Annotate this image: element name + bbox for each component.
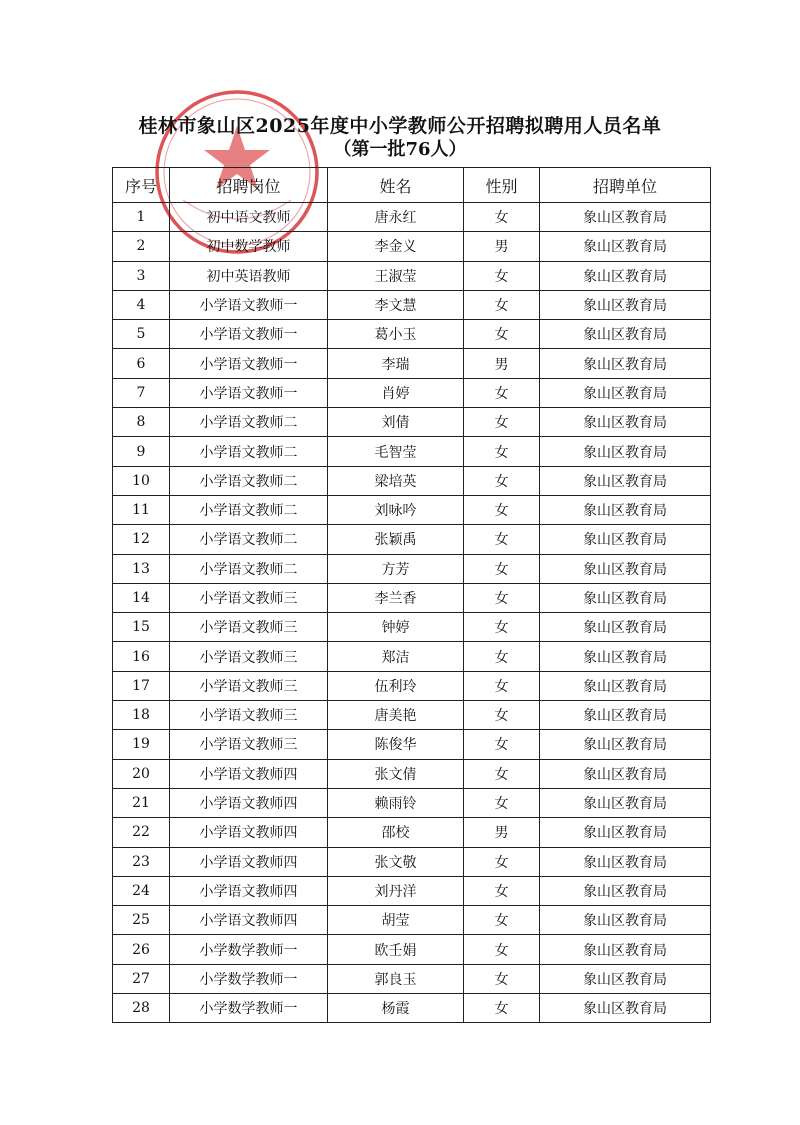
table-row [113, 701, 711, 730]
cell-position: 初中数学教师 [170, 232, 328, 261]
table-row [113, 232, 711, 261]
cell-gender: 女 [464, 408, 540, 437]
cell-serial-number: 5 [113, 320, 170, 349]
cell-position: 小学语文教师三 [170, 613, 328, 642]
header-employer: 招聘单位 [540, 168, 711, 203]
cell-position: 小学语文教师二 [170, 495, 328, 524]
cell-employer: 象山区教育局 [540, 730, 711, 759]
cell-employer: 象山区教育局 [540, 320, 711, 349]
cell-position: 小学数学教师一 [170, 994, 328, 1023]
cell-name: 毛智莹 [328, 437, 464, 466]
table-row [113, 261, 711, 290]
cell-gender: 男 [464, 349, 540, 378]
table-row [113, 994, 711, 1023]
cell-serial-number: 1 [113, 203, 170, 232]
table-row [113, 876, 711, 905]
cell-employer: 象山区教育局 [540, 671, 711, 700]
cell-gender: 女 [464, 290, 540, 319]
cell-employer: 象山区教育局 [540, 613, 711, 642]
cell-serial-number: 10 [113, 466, 170, 495]
cell-employer: 象山区教育局 [540, 701, 711, 730]
cell-name: 张文敬 [328, 847, 464, 876]
cell-employer: 象山区教育局 [540, 554, 711, 583]
cell-name: 李兰香 [328, 583, 464, 612]
table-row [113, 906, 711, 935]
cell-name: 邵校 [328, 818, 464, 847]
cell-serial-number: 27 [113, 964, 170, 993]
cell-employer: 象山区教育局 [540, 525, 711, 554]
cell-name: 刘倩 [328, 408, 464, 437]
table-header-row [113, 168, 711, 203]
cell-name: 唐永红 [328, 203, 464, 232]
cell-employer: 象山区教育局 [540, 261, 711, 290]
table-row [113, 642, 711, 671]
cell-position: 小学语文教师三 [170, 671, 328, 700]
cell-name: 欧壬娟 [328, 935, 464, 964]
table-row [113, 349, 711, 378]
cell-gender: 女 [464, 378, 540, 407]
cell-gender: 女 [464, 320, 540, 349]
table-row [113, 583, 711, 612]
cell-serial-number: 19 [113, 730, 170, 759]
cell-serial-number: 2 [113, 232, 170, 261]
cell-name: 葛小玉 [328, 320, 464, 349]
cell-gender: 女 [464, 876, 540, 905]
cell-position: 小学语文教师三 [170, 701, 328, 730]
cell-name: 郭良玉 [328, 964, 464, 993]
cell-serial-number: 15 [113, 613, 170, 642]
cell-employer: 象山区教育局 [540, 349, 711, 378]
table-row [113, 788, 711, 817]
cell-name: 钟婷 [328, 613, 464, 642]
cell-serial-number: 26 [113, 935, 170, 964]
cell-position: 小学语文教师一 [170, 290, 328, 319]
cell-employer: 象山区教育局 [540, 788, 711, 817]
cell-gender: 女 [464, 964, 540, 993]
cell-serial-number: 23 [113, 847, 170, 876]
cell-gender: 女 [464, 935, 540, 964]
cell-gender: 女 [464, 613, 540, 642]
cell-employer: 象山区教育局 [540, 437, 711, 466]
cell-employer: 象山区教育局 [540, 994, 711, 1023]
cell-serial-number: 3 [113, 261, 170, 290]
header-serial-number: 序号 [113, 168, 170, 203]
cell-name: 唐美艳 [328, 701, 464, 730]
cell-serial-number: 18 [113, 701, 170, 730]
cell-serial-number: 8 [113, 408, 170, 437]
cell-position: 小学语文教师二 [170, 408, 328, 437]
cell-name: 刘丹洋 [328, 876, 464, 905]
cell-gender: 女 [464, 466, 540, 495]
table-body [113, 203, 711, 1023]
table-row [113, 437, 711, 466]
cell-gender: 女 [464, 203, 540, 232]
cell-employer: 象山区教育局 [540, 203, 711, 232]
cell-serial-number: 21 [113, 788, 170, 817]
cell-gender: 女 [464, 906, 540, 935]
cell-name: 李瑞 [328, 349, 464, 378]
cell-position: 小学语文教师二 [170, 466, 328, 495]
table-row [113, 466, 711, 495]
cell-serial-number: 22 [113, 818, 170, 847]
table-row [113, 408, 711, 437]
header-name: 姓名 [328, 168, 464, 203]
cell-gender: 女 [464, 671, 540, 700]
table-row [113, 964, 711, 993]
table-row [113, 525, 711, 554]
cell-employer: 象山区教育局 [540, 466, 711, 495]
table-row [113, 730, 711, 759]
cell-employer: 象山区教育局 [540, 290, 711, 319]
cell-position: 小学语文教师四 [170, 759, 328, 788]
cell-gender: 女 [464, 701, 540, 730]
cell-gender: 男 [464, 818, 540, 847]
cell-serial-number: 4 [113, 290, 170, 319]
cell-position: 小学语文教师二 [170, 554, 328, 583]
cell-position: 小学语文教师三 [170, 730, 328, 759]
cell-name: 陈俊华 [328, 730, 464, 759]
cell-position: 小学数学教师一 [170, 964, 328, 993]
cell-gender: 女 [464, 847, 540, 876]
table-row [113, 671, 711, 700]
cell-position: 小学语文教师三 [170, 642, 328, 671]
table-row [113, 759, 711, 788]
cell-employer: 象山区教育局 [540, 232, 711, 261]
cell-position: 小学语文教师一 [170, 320, 328, 349]
cell-employer: 象山区教育局 [540, 847, 711, 876]
cell-gender: 女 [464, 437, 540, 466]
cell-serial-number: 20 [113, 759, 170, 788]
cell-serial-number: 12 [113, 525, 170, 554]
cell-serial-number: 16 [113, 642, 170, 671]
cell-serial-number: 17 [113, 671, 170, 700]
cell-employer: 象山区教育局 [540, 378, 711, 407]
cell-employer: 象山区教育局 [540, 964, 711, 993]
table-row [113, 935, 711, 964]
table-row [113, 203, 711, 232]
cell-gender: 女 [464, 642, 540, 671]
cell-employer: 象山区教育局 [540, 759, 711, 788]
cell-name: 王淑莹 [328, 261, 464, 290]
cell-serial-number: 24 [113, 876, 170, 905]
cell-employer: 象山区教育局 [540, 583, 711, 612]
cell-serial-number: 25 [113, 906, 170, 935]
cell-name: 肖婷 [328, 378, 464, 407]
table-row [113, 554, 711, 583]
cell-serial-number: 7 [113, 378, 170, 407]
cell-position: 小学数学教师一 [170, 935, 328, 964]
cell-position: 小学语文教师四 [170, 788, 328, 817]
document-title: 桂林市象山区2025年度中小学教师公开招聘拟聘用人员名单 [138, 115, 662, 137]
cell-name: 李文慧 [328, 290, 464, 319]
table-row [113, 847, 711, 876]
table-row [113, 320, 711, 349]
header-position: 招聘岗位 [170, 168, 328, 203]
cell-position: 小学语文教师四 [170, 818, 328, 847]
cell-name: 赖雨铃 [328, 788, 464, 817]
header-gender: 性别 [464, 168, 540, 203]
cell-gender: 女 [464, 994, 540, 1023]
cell-gender: 女 [464, 759, 540, 788]
cell-serial-number: 11 [113, 495, 170, 524]
table-row [113, 290, 711, 319]
cell-employer: 象山区教育局 [540, 906, 711, 935]
cell-name: 张颖禹 [328, 525, 464, 554]
cell-employer: 象山区教育局 [540, 935, 711, 964]
cell-gender: 男 [464, 232, 540, 261]
cell-name: 郑洁 [328, 642, 464, 671]
cell-gender: 女 [464, 495, 540, 524]
cell-gender: 女 [464, 554, 540, 583]
cell-gender: 女 [464, 730, 540, 759]
cell-name: 刘咏吟 [328, 495, 464, 524]
cell-serial-number: 14 [113, 583, 170, 612]
cell-name: 方芳 [328, 554, 464, 583]
cell-gender: 女 [464, 788, 540, 817]
cell-position: 初中语文教师 [170, 203, 328, 232]
cell-name: 梁培英 [328, 466, 464, 495]
cell-gender: 女 [464, 525, 540, 554]
hiring-roster-table [112, 167, 711, 1023]
cell-employer: 象山区教育局 [540, 642, 711, 671]
document-subtitle: （第一批76人） [333, 139, 467, 160]
cell-employer: 象山区教育局 [540, 495, 711, 524]
cell-name: 张文倩 [328, 759, 464, 788]
cell-name: 胡莹 [328, 906, 464, 935]
cell-serial-number: 6 [113, 349, 170, 378]
cell-employer: 象山区教育局 [540, 876, 711, 905]
cell-gender: 女 [464, 261, 540, 290]
cell-position: 小学语文教师四 [170, 906, 328, 935]
cell-name: 伍利玲 [328, 671, 464, 700]
cell-serial-number: 28 [113, 994, 170, 1023]
table-row [113, 613, 711, 642]
cell-position: 初中英语教师 [170, 261, 328, 290]
cell-position: 小学语文教师一 [170, 349, 328, 378]
table-row [113, 378, 711, 407]
cell-gender: 女 [464, 583, 540, 612]
cell-position: 小学语文教师四 [170, 876, 328, 905]
table-row [113, 818, 711, 847]
cell-position: 小学语文教师二 [170, 525, 328, 554]
cell-position: 小学语文教师一 [170, 378, 328, 407]
cell-serial-number: 13 [113, 554, 170, 583]
cell-employer: 象山区教育局 [540, 818, 711, 847]
cell-serial-number: 9 [113, 437, 170, 466]
cell-name: 李金义 [328, 232, 464, 261]
table-row [113, 495, 711, 524]
cell-position: 小学语文教师四 [170, 847, 328, 876]
cell-employer: 象山区教育局 [540, 408, 711, 437]
cell-name: 杨霞 [328, 994, 464, 1023]
cell-position: 小学语文教师二 [170, 437, 328, 466]
cell-position: 小学语文教师三 [170, 583, 328, 612]
